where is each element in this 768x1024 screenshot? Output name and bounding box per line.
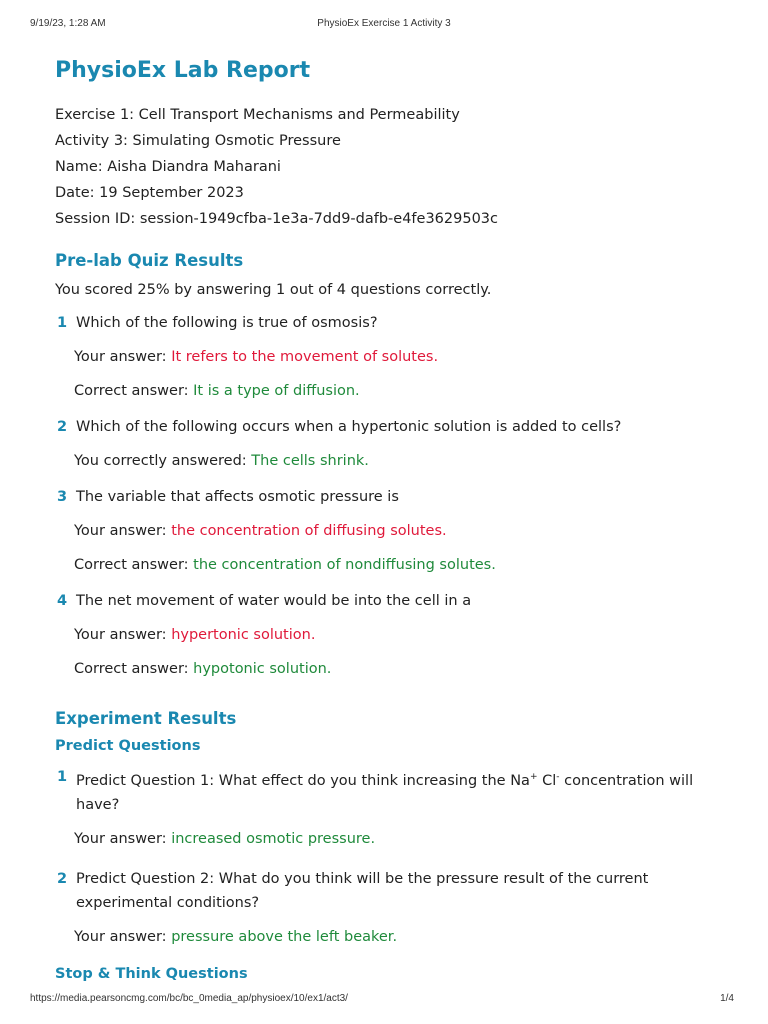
exercise-line: Exercise 1: Cell Transport Mechanisms and Permeability <box>55 107 460 123</box>
date-line: Date: 19 September 2023 <box>55 185 244 201</box>
prelab-heading: Pre-lab Quiz Results <box>55 251 244 270</box>
your-answer-value: hypertonic solution. <box>171 627 316 643</box>
print-datetime: 9/19/23, 1:28 AM <box>30 18 106 29</box>
session-line: Session ID: session-1949cfba-1e3a-7dd9-dafb-e4fe3629503c <box>55 211 499 227</box>
superscript-minus: - <box>556 772 560 782</box>
question-text <box>76 765 735 817</box>
activity-line: Activity 3: Simulating Osmotic Pressure <box>55 133 341 149</box>
correct-answer <box>74 379 735 403</box>
question-number: 4 <box>57 593 68 609</box>
superscript-plus: + <box>529 772 538 782</box>
your-answer-label: Your answer: <box>74 349 172 365</box>
your-answer-value: pressure above the left beaker. <box>171 928 398 945</box>
print-footer <box>0 993 768 1007</box>
quiz-score: You scored 25% by answering 1 out of 4 questions correctly. <box>55 282 492 298</box>
question-text: The net movement of water would be into the cell in a <box>76 593 472 609</box>
question-text-part: Cl <box>537 772 557 789</box>
predict-question <box>55 765 735 851</box>
question-number: 3 <box>57 489 68 505</box>
correct-answer-label: You correctly answered: <box>74 453 252 469</box>
your-answer-value: increased osmotic pressure. <box>171 830 376 847</box>
experiment-heading: Experiment Results <box>55 709 237 728</box>
your-answer <box>74 827 735 851</box>
question-text: Which of the following occurs when a hypertonic solution is added to cells? <box>76 419 622 435</box>
question-number: 1 <box>57 769 68 785</box>
your-answer-label: Your answer: <box>74 830 172 847</box>
prelab-question <box>55 311 735 403</box>
report-meta <box>55 102 735 232</box>
your-answer-label: Your answer: <box>74 523 172 539</box>
question-text: The variable that affects osmotic pressure is <box>76 489 399 505</box>
your-answer-label: Your answer: <box>74 627 172 643</box>
prelab-question <box>55 589 735 681</box>
predict-heading: Predict Questions <box>55 738 201 754</box>
correct-answer-label: Correct answer: <box>74 383 194 399</box>
name-line: Name: Aisha Diandra Maharani <box>55 159 281 175</box>
predict-question <box>55 867 735 949</box>
question-number: 2 <box>57 419 68 435</box>
question-text: Which of the following is true of osmosis? <box>76 315 378 331</box>
your-answer <box>74 519 735 543</box>
question-text-part: Predict Question 1: What effect do you think increasing the Na <box>76 772 530 789</box>
report-title: PhysioEx Lab Report <box>55 58 311 83</box>
question-text: Predict Question 2: What do you think will be the pressure result of the current experimental conditions? <box>76 870 649 911</box>
print-page-title: PhysioEx Exercise 1 Activity 3 <box>317 18 451 29</box>
your-answer-value: It refers to the movement of solutes. <box>171 349 439 365</box>
correct-answer-value: the concentration of nondiffusing solutes. <box>193 557 496 573</box>
prelab-question <box>55 485 735 577</box>
question-number: 2 <box>57 870 68 887</box>
page-number: 1/4 <box>720 993 734 1004</box>
question-text-part: concentration will have? <box>76 772 694 813</box>
your-answer <box>74 623 735 647</box>
your-answer-value: the concentration of diffusing solutes. <box>171 523 447 539</box>
your-answer-label: Your answer: <box>74 928 172 945</box>
your-answer <box>74 345 735 369</box>
correct-answer-value: hypotonic solution. <box>193 661 332 677</box>
correct-answer-value: The cells shrink. <box>251 453 369 469</box>
question-number: 1 <box>57 315 68 331</box>
correct-answer-value: It is a type of diffusion. <box>193 383 360 399</box>
lab-report <box>55 56 735 985</box>
correct-answer <box>74 553 735 577</box>
print-url: https://media.pearsoncmg.com/bc/bc_0media_ap/physioex/10/ex1/act3/ <box>30 993 348 1004</box>
correct-answer <box>74 449 735 473</box>
stop-think-heading: Stop & Think Questions <box>55 965 248 982</box>
correct-answer-label: Correct answer: <box>74 557 194 573</box>
prelab-question-list <box>55 311 735 681</box>
correct-answer-label: Correct answer: <box>74 661 194 677</box>
your-answer <box>74 925 735 949</box>
correct-answer <box>74 657 735 681</box>
prelab-question <box>55 415 735 473</box>
print-header <box>0 18 768 32</box>
